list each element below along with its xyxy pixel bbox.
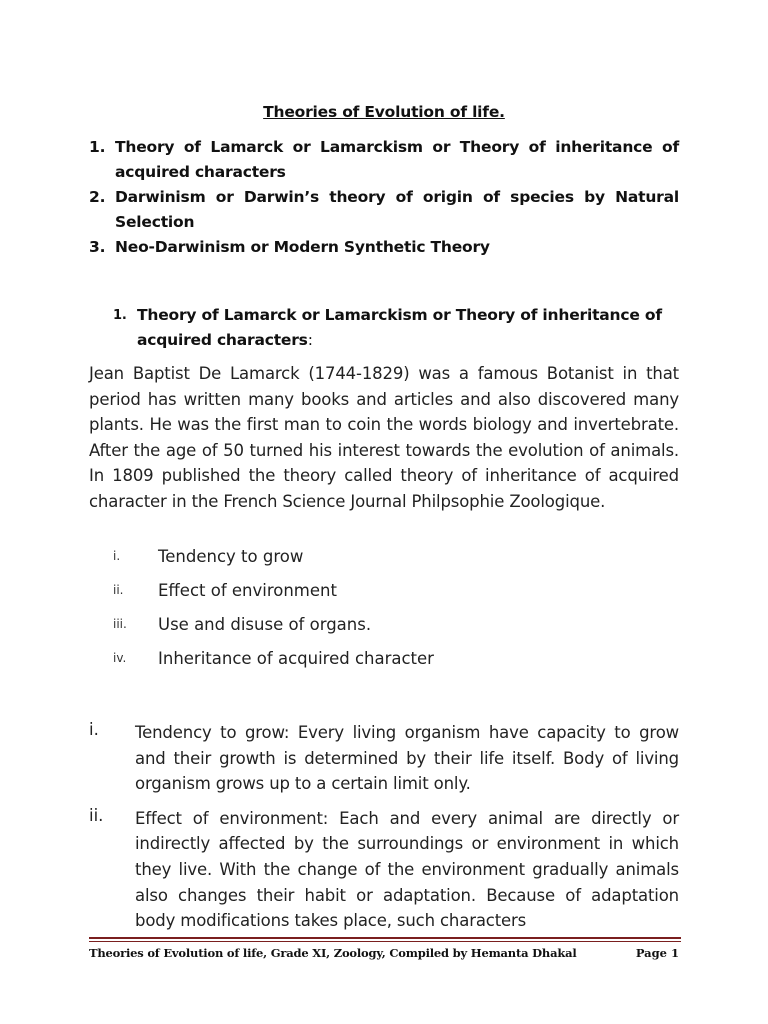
list-item-number: iii. — [113, 617, 127, 631]
list-item-text: Effect of environment — [158, 581, 337, 600]
list-item — [113, 581, 673, 615]
list-item-text: Inheritance of acquired character — [158, 649, 434, 668]
detail-number: ii. — [89, 805, 104, 825]
toc-item — [89, 185, 679, 235]
toc-text: Darwinism or Darwin’s theory of origin of species by Natural Selection — [115, 188, 679, 231]
footer-caption: Theories of Evolution of life, Grade XI, Zoology, Compiled by Hemanta Dhakal — [89, 946, 577, 960]
detail-number: i. — [89, 720, 99, 739]
page-title: Theories of Evolution of life. — [263, 103, 505, 121]
detail-text: Tendency to grow: Every living organism have capacity to grow and their growth is determined by their life itself. Body of living organism grows up to a certain limit only. — [135, 723, 679, 794]
page-number: Page 1 — [635, 946, 679, 960]
detail-item — [89, 806, 679, 934]
list-item — [113, 547, 673, 581]
list-item-text: Use and disuse of organs. — [158, 615, 372, 634]
list-item-number: iv. — [113, 651, 127, 665]
details-list — [89, 720, 679, 943]
section-heading-text — [113, 303, 679, 353]
list-item — [113, 649, 673, 683]
points-list — [113, 547, 673, 683]
section-heading — [113, 303, 679, 353]
detail-item — [89, 720, 679, 797]
list-item-number: i. — [113, 549, 121, 563]
toc-text: Neo-Darwinism or Modern Synthetic Theory — [115, 238, 490, 256]
list-item-number: ii. — [113, 583, 124, 597]
section-number: 1. — [113, 308, 127, 323]
footer-rule — [89, 937, 681, 939]
list-item-text: Tendency to grow — [158, 547, 304, 566]
detail-text: Effect of environment: Each and every animal are directly or indirectly affected by the surroundings or environment in which they live. With the change of the environment gradually animals also changes their habit or adaptation. Because of adaptation body modifications takes place, such characters — [135, 808, 679, 931]
section-heading-label: Theory of Lamarck or Lamarckism or Theory of inheritance of acquired characters — [137, 306, 662, 349]
section-heading-colon: : — [307, 331, 313, 349]
toc-item — [89, 135, 679, 185]
list-item — [113, 615, 673, 649]
toc-item — [89, 235, 679, 260]
intro-paragraph: Jean Baptist De Lamarck (1744-1829) was a famous Botanist in that period has written many books and articles and also discovered many plants. He was the first man to coin the words biology and invertebrate. After the age of 50 turned his interest towards the evolution of animals. In 1809 published the theory called theory of inheritance of acquired character in the French Science Journal Philpsophie Zoologique. — [89, 364, 679, 511]
toc-text: Theory of Lamarck or Lamarckism or Theory of inheritance of acquired characters — [115, 138, 679, 181]
toc-number: 1. — [89, 138, 106, 156]
toc-number: 2. — [89, 188, 106, 206]
toc-list — [89, 135, 679, 260]
toc-number: 3. — [89, 238, 106, 256]
footer-rule-thin — [89, 941, 681, 942]
